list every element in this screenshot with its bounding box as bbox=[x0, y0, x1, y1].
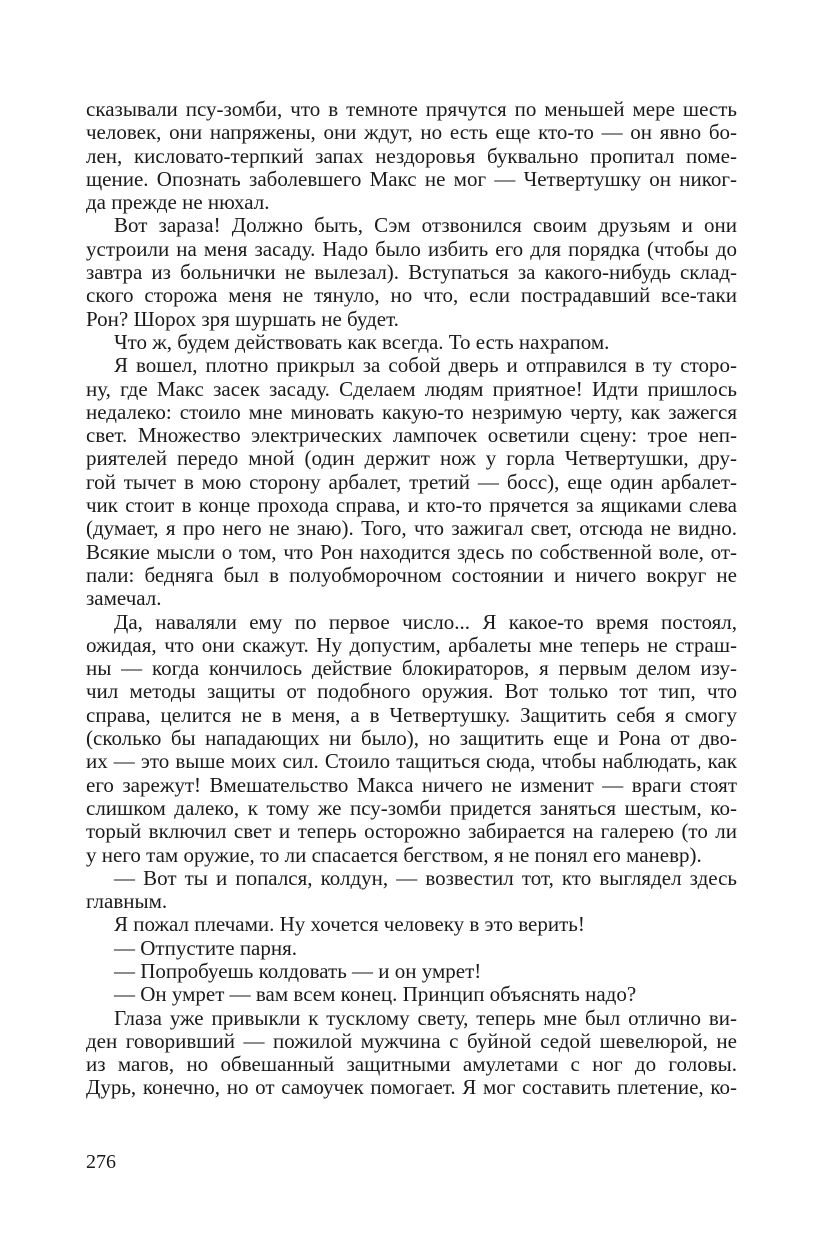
text-line: Всякие мысли о том, что Рон находится здесь по собственной воле, от- bbox=[86, 540, 737, 564]
text-line: недалеко: стоило мне миновать какую-то незримую черту, как зажегся bbox=[86, 400, 737, 424]
text-line: Рон? Шорох зря шуршать не будет. bbox=[86, 307, 399, 331]
text-line: свет. Множество электрических лампочек осветили сцену: трое неп- bbox=[86, 424, 737, 448]
text-line: ожидая, что они скажут. Ну допустим, арбалеты мне теперь не страш- bbox=[86, 633, 737, 657]
text-line: устроили на меня засаду. Надо было избить его для порядка (чтобы до bbox=[86, 237, 737, 261]
text-line: чил методы защиты от подобного оружия. Вот только тот тип, что bbox=[86, 680, 737, 704]
text-line: да прежде не нюхал. bbox=[86, 191, 270, 215]
text-line: Глаза уже привыкли к тусклому свету, теперь мне был отлично ви- bbox=[114, 1006, 737, 1030]
text-line: ского сторожа меня не тянуло, но что, если пострадавший все-таки bbox=[86, 284, 737, 308]
text-line: (сколько бы нападающих ни было), но защитить еще и Рона от дво- bbox=[86, 727, 737, 751]
text-line: завтра из больнички не вылезал). Вступаться за какого-нибудь склад- bbox=[86, 261, 737, 285]
text-line: Вот зараза! Должно быть, Сэм отзвонился своим друзьям и они bbox=[114, 214, 737, 238]
text-line: чик стоит в конце прохода справа, и кто-то прячется за ящиками слева bbox=[86, 494, 737, 518]
text-line: торый включил свет и теперь осторожно забирается на галерею (то ли bbox=[86, 820, 737, 844]
text-line: Я пожал плечами. Ну хочется человеку в это верить! bbox=[114, 913, 585, 937]
text-line: слишком далеко, к тому же псу-зомби придется заняться шестым, ко- bbox=[86, 796, 737, 820]
text-line: щение. Опознать заболевшего Макс не мог — Четвертушку он никог- bbox=[86, 167, 737, 191]
text-line: у него там оружие, то ли спасается бегством, я не понял его маневр). bbox=[86, 843, 702, 867]
text-line: риятелей передо мной (один держит нож у горла Четвертушки, дру- bbox=[86, 447, 737, 471]
text-line: справа, целится не в меня, а в Четвертушку. Защитить себя я смогу bbox=[86, 703, 737, 727]
text-line: лен, кисловато-терпкий запах нездоровья буквально пропитал поме- bbox=[86, 144, 737, 168]
text-line: замечал. bbox=[86, 587, 162, 611]
text-line: ну, где Макс засек засаду. Сделаем людям приятное! Идти пришлось bbox=[86, 377, 737, 401]
text-line: ден говоривший — пожилой мужчина с буйной седой шевелюрой, не bbox=[86, 1029, 737, 1053]
text-line: пали: бедняга был в полуобморочном состоянии и ничего вокруг не bbox=[86, 563, 737, 587]
text-line: Да, наваляли ему по первое число... Я какое-то время постоял, bbox=[114, 610, 737, 634]
text-line: его зарежут! Вмешательство Макса ничего не изменит — враги стоят bbox=[86, 773, 737, 797]
text-line: Что ж, будем действовать как всегда. То есть нахрапом. bbox=[114, 330, 610, 354]
text-line: сказывали псу-зомби, что в темноте прячутся по меньшей мере шесть bbox=[86, 98, 737, 121]
text-line: — Попробуешь колдовать — и он умрет! bbox=[114, 959, 482, 983]
text-line: (думает, я про него не знаю). Того, что зажигал свет, отсюда не видно. bbox=[86, 517, 737, 541]
text-line: их — это выше моих сил. Стоило тащиться сюда, чтобы наблюдать, как bbox=[86, 750, 737, 774]
text-line: гой тычет в мою сторону арбалет, третий — босс), еще один арбалет- bbox=[86, 470, 737, 494]
page-body bbox=[86, 98, 737, 1100]
text-line: из магов, но обвешанный защитными амулетами с ног до головы. bbox=[86, 1053, 737, 1077]
text-line: — Он умрет — вам всем конец. Принцип объяснять надо? bbox=[114, 983, 637, 1007]
text-line: человек, они напряжены, они ждут, но есть еще кто-то — он явно бо- bbox=[86, 121, 737, 145]
text-line: — Вот ты и попался, колдун, — возвестил тот, кто выглядел здесь bbox=[114, 866, 737, 890]
text-line: Я вошел, плотно прикрыл за собой дверь и отправился в ту сторо- bbox=[114, 354, 737, 378]
text-line: Дурь, конечно, но от самоучек помогает. Я мог составить плетение, ко- bbox=[86, 1076, 737, 1100]
text-line: главным. bbox=[86, 890, 168, 914]
text-line: — Отпустите парня. bbox=[114, 936, 298, 960]
page-number: 276 bbox=[86, 1151, 116, 1173]
text-line: ны — когда кончилось действие блокираторов, я первым делом изу- bbox=[86, 657, 737, 681]
